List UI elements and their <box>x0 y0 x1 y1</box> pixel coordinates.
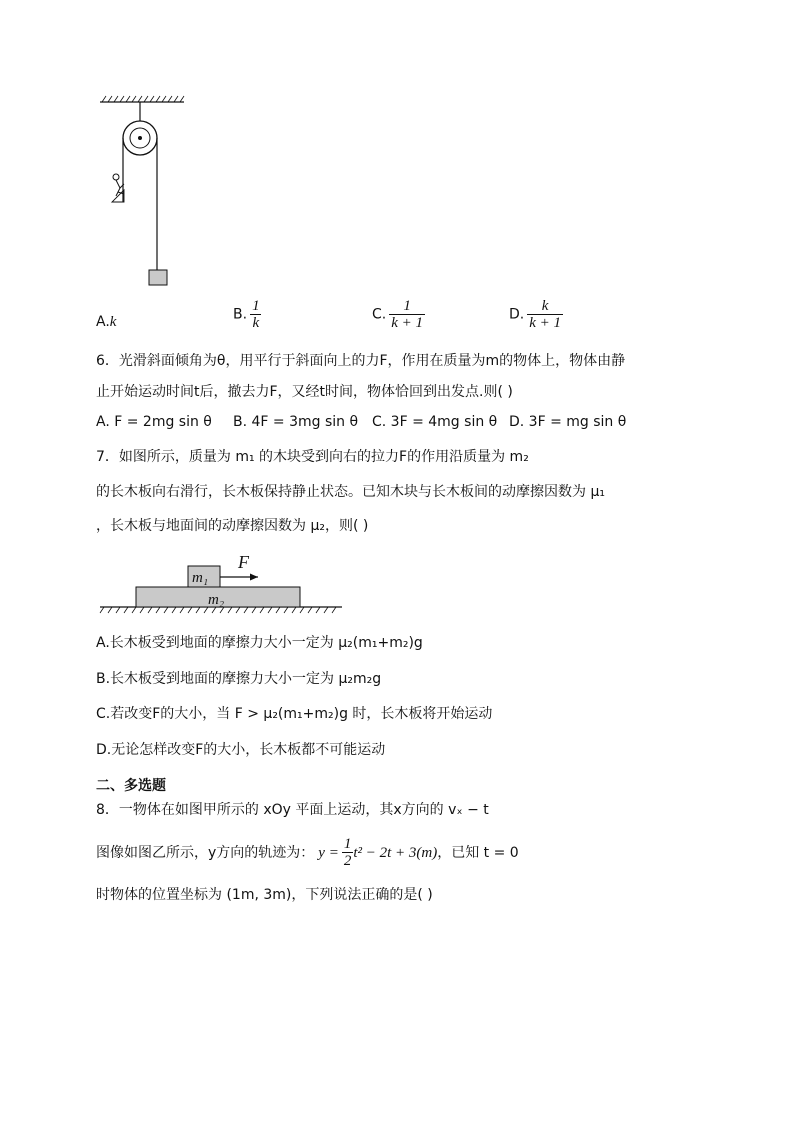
q7-option-d: D.无论怎样改变F的大小，长木板都不可能运动 <box>96 742 386 758</box>
q8-line-3: 时物体的位置坐标为 (1m, 3m)，下列说法正确的是( ) <box>96 887 433 903</box>
fraction-numerator: 1 <box>343 836 352 852</box>
q6-option-b: B. 4F = 3mg sin θ <box>233 414 359 430</box>
option-value: k <box>109 314 117 330</box>
option-label: A. <box>96 314 110 330</box>
block-label: m₁ <box>192 570 209 586</box>
q8-line-1: 8．一物体在如图甲所示的 xOy 平面上运动，其x方向的 vₓ − t <box>96 802 489 818</box>
q5-option-c <box>372 298 425 331</box>
q7-option-b: B.长木板受到地面的摩擦力大小一定为 μ₂m₂g <box>96 671 382 687</box>
q8-line-2 <box>96 836 519 869</box>
q7-option-c: C.若改变F的大小，当 F > μ₂(m₁+m₂)g 时，长木板将开始运动 <box>96 706 493 722</box>
option-label: C. <box>372 306 387 323</box>
fraction-denominator: k + 1 <box>529 315 562 331</box>
section-heading: 二、多选题 <box>96 778 166 794</box>
q5-option-a <box>96 312 116 332</box>
fraction-denominator: 2 <box>343 853 352 869</box>
q6-line-1: 6．光滑斜面倾角为θ，用平行于斜面向上的力F，作用在质量为m的物体上，物体由静 <box>96 353 626 369</box>
plank-label: m₂ <box>208 592 225 608</box>
equation-rhs: t² − 2t + 3(m) <box>353 844 438 861</box>
block-plank-figure <box>98 548 344 618</box>
fraction-denominator: k + 1 <box>391 315 424 331</box>
q8-line-2-tail: ，已知 t = 0 <box>437 844 519 861</box>
q7-line-3: ，长木板与地面间的动摩擦因数为 μ₂，则( ) <box>96 518 369 534</box>
q6-option-c: C. 3F = 4mg sin θ <box>372 414 498 430</box>
q7-option-a: A.长木板受到地面的摩擦力大小一定为 μ₂(m₁+m₂)g <box>96 635 423 651</box>
option-label: D. <box>509 306 525 323</box>
option-label: B. <box>233 306 248 323</box>
q7-line-2: 的长木板向右滑行，长木板保持静止状态。已知木块与长木板间的动摩擦因数为 μ₁ <box>96 484 605 500</box>
equation-lhs: y = <box>318 844 339 861</box>
fraction-numerator: 1 <box>403 298 411 314</box>
q7-line-1: 7．如图所示，质量为 m₁ 的木块受到向右的拉力F的作用沿质量为 m₂ <box>96 449 529 465</box>
equation-fraction <box>342 836 354 869</box>
q6-option-d: D. 3F = mg sin θ <box>509 414 627 430</box>
q8-line-2-text: 图像如图乙所示，y方向的轨迹为： <box>96 844 315 861</box>
q5-option-d <box>509 298 563 331</box>
fraction-numerator: 1 <box>252 298 260 314</box>
fraction-numerator: k <box>541 298 549 314</box>
pulley-figure <box>92 92 192 292</box>
force-label: F <box>238 552 249 572</box>
q6-option-a: A. F = 2mg sin θ <box>96 414 212 430</box>
q5-option-b <box>233 298 262 331</box>
fraction-denominator: k <box>252 315 260 331</box>
q6-line-2: 止开始运动时间t后，撤去力F，又经t时间，物体恰回到出发点.则( ) <box>96 384 513 400</box>
